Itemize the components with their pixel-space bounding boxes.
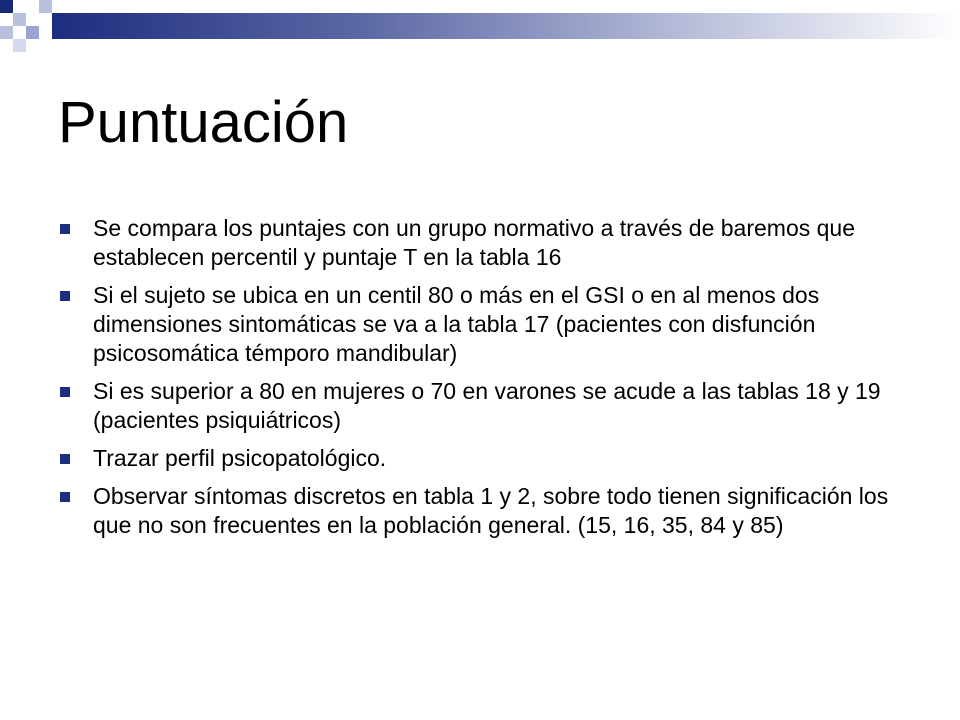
decor-square [0,0,13,13]
decor-square [39,0,52,13]
bullet-list [60,214,920,549]
header-gradient-bar [52,13,960,39]
decor-square [26,26,39,39]
square-bullet-icon [60,224,70,234]
bullet-text: Observar síntomas discretos en tabla 1 y 2, sobre todo tienen significación los que no son frecuentes en la población general. (15, 16, 35, 84 y 85) [93,483,889,538]
decor-square [13,39,26,52]
bullet-item [60,281,920,368]
bullet-text: Trazar perfil psicopatológico. [93,445,387,471]
bullet-item [60,482,920,540]
decor-square [13,13,26,26]
square-bullet-icon [60,492,70,502]
decor-square [13,0,39,13]
square-bullet-icon [60,454,70,464]
bullet-text: Si es superior a 80 en mujeres o 70 en varones se acude a las tablas 18 y 19 (pacientes psiquiátricos) [93,378,881,433]
bullet-item [60,214,920,272]
square-bullet-icon [60,387,70,397]
bullet-item [60,377,920,435]
bullet-text: Si el sujeto se ubica en un centil 80 o más en el GSI o en al menos dos dimensiones sintomáticas se va a la tabla 17 (pacientes con disfunción psicosomática témporo mandibular) [93,282,820,366]
square-bullet-icon [60,291,70,301]
decor-square [0,26,13,39]
decor-square [26,13,52,26]
bullet-item [60,444,920,473]
slide-title: Puntuación [58,90,349,155]
bullet-text: Se compara los puntajes con un grupo normativo a través de baremos que establecen percentil y puntaje T en la tabla 16 [93,215,855,270]
